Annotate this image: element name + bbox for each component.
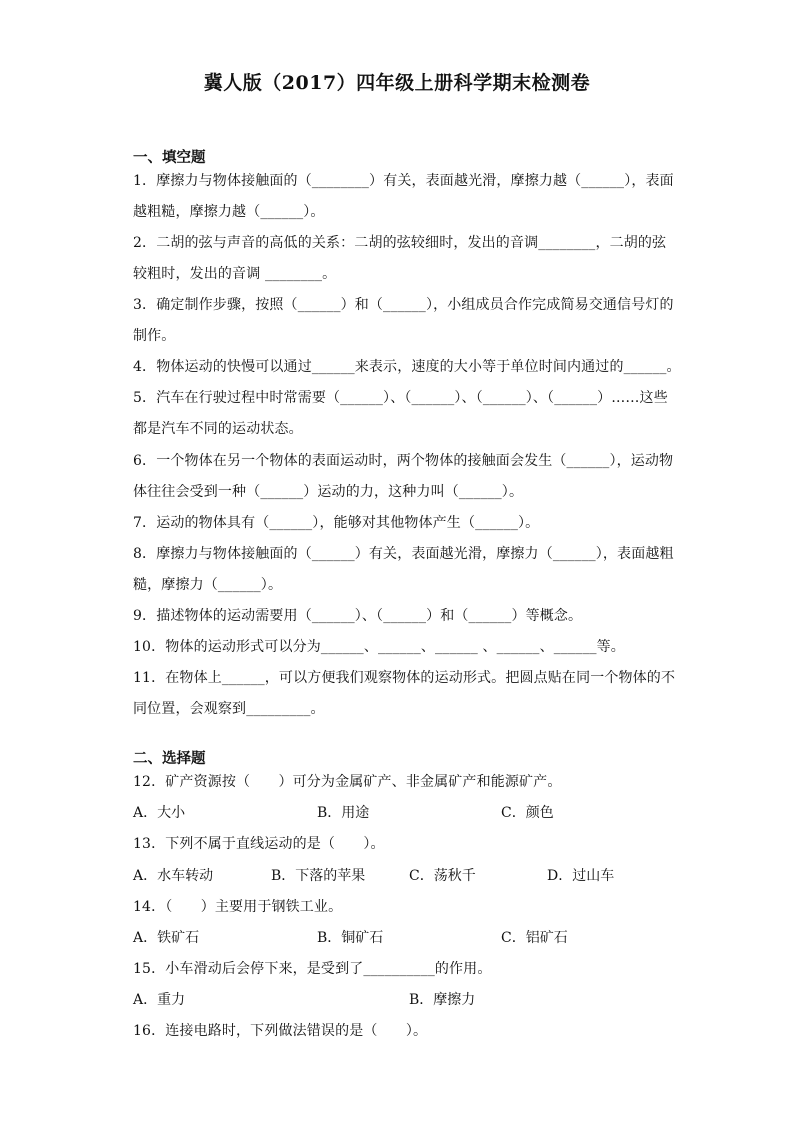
section-heading-multiple-choice: 二、选择题 [133,750,206,767]
question-line: 11．在物体上______，可以方便我们观察物体的运动形式。把圆点贴在同一个物体的不 [133,670,676,686]
option-c[interactable]: C．铝矿石 [501,930,568,946]
option-a[interactable]: A．重力 [133,992,186,1008]
question-stem: 14．（ ）主要用于钢铁工业。 [133,899,343,915]
question-line: 较粗时，发出的音调 ________。 [133,266,337,282]
option-c[interactable]: C．荡秋千 [409,868,476,884]
question-line: 糙，摩擦力（______）。 [133,577,283,593]
option-a[interactable]: A．铁矿石 [133,930,200,946]
question-line: 1．摩擦力与物体接触面的（________）有关，表面越光滑，摩擦力越（______），表面 [133,173,674,189]
question-line: 9．描述物体的运动需要用（______）、（______）和（______）等概念。 [133,608,583,624]
question-line: 8．摩擦力与物体接触面的（______）有关，表面越光滑，摩擦力（______），表面越粗 [133,546,674,562]
option-d[interactable]: D．过山车 [547,868,615,884]
question-line: 2．二胡的弦与声音的高低的关系：二胡的弦较细时，发出的音调________，二胡的弦 [133,235,667,251]
question-stem: 15．小车滑动后会停下来，是受到了__________的作用。 [133,961,492,977]
question-line: 同位置，会观察到_________。 [133,701,325,717]
option-b[interactable]: B．用途 [317,805,370,821]
question-line: 3．确定制作步骤，按照（______）和（______），小组成员合作完成简易交通信号灯的 [133,297,674,313]
question-line: 越粗糙，摩擦力越（______）。 [133,204,325,220]
question-line: 7．运动的物体具有（______），能够对其他物体产生（______）。 [133,515,540,531]
option-b[interactable]: B．下落的苹果 [271,868,366,884]
option-c[interactable]: C．颜色 [501,805,554,821]
question-line: 5．汽车在行驶过程中时常需要（______）、（______）、（______）、（______）……这些 [133,390,668,406]
section-heading-fill-in: 一、填空题 [133,149,206,166]
page-title: 冀人版（2017）四年级上册科学期末检测卷 [203,72,591,94]
question-stem: 12．矿产资源按（ ）可分为金属矿产、非金属矿产和能源矿产。 [133,774,562,790]
question-line: 4．物体运动的快慢可以通过______来表示，速度的大小等于单位时间内通过的______。 [133,359,681,375]
question-line: 都是汽车不同的运动状态。 [133,421,303,437]
option-b[interactable]: B．摩擦力 [409,992,476,1008]
option-a[interactable]: A．大小 [133,805,186,821]
option-a[interactable]: A．水车转动 [133,868,214,884]
question-line: 体往往会受到一种（______）运动的力，这种力叫（______）。 [133,484,524,500]
question-line: 制作。 [133,328,176,344]
question-stem: 13．下列不属于直线运动的是（ ）。 [133,836,385,852]
question-line: 6．一个物体在另一个物体的表面运动时，两个物体的接触面会发生（______），运动物 [133,453,674,469]
question-stem: 16．连接电路时，下列做法错误的是（ ）。 [133,1023,428,1039]
option-b[interactable]: B．铜矿石 [317,930,384,946]
question-line: 10．物体的运动形式可以分为______、______、______ 、______、______等。 [133,639,625,655]
